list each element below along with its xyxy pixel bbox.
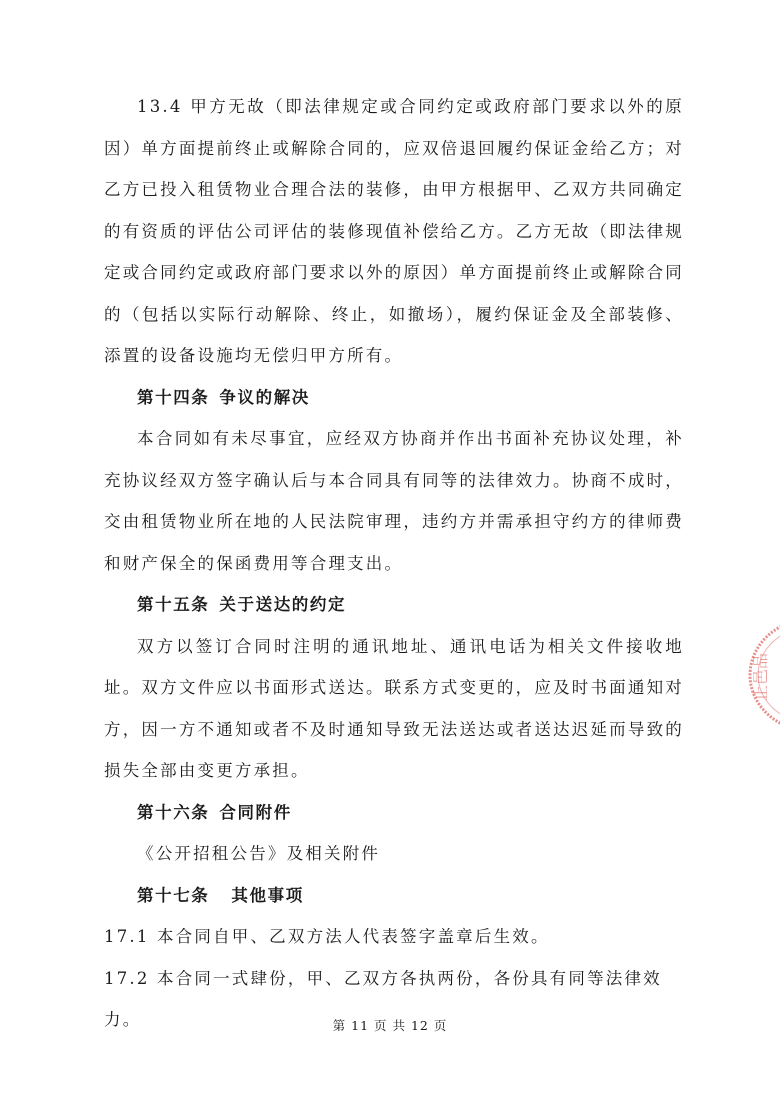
article-15-heading: [104, 584, 684, 626]
clause-13-4: 13.4 甲方无故（即法律规定或合同约定或政府部门要求以外的原因）单方面提前终止或解除合同的，应双倍退回履约保证金给乙方；对乙方已投入租赁物业合理合法的装修，由甲方根据甲、乙双方共同确定的有资质的评估公司评估的装修现值补偿给乙方。乙方无故（即法律规定或合同约定或政府部门要求以外的原因）单方面提前终止或解除合同的（包括以实际行动解除、终止，如撤场），履约保证金及全部装修、添置的设备设施均无偿归甲方所有。: [104, 97, 684, 365]
article-15-body: 双方以签订合同时注明的通讯地址、通讯电话为相关文件接收地址。双方文件应以书面形式送达。联系方式变更的，应及时书面通知对方，因一方不通知或者不及时通知导致无法送达或者送达迟延而导致的损失全部由变更方承担。: [104, 636, 684, 780]
article-17-heading: [104, 875, 684, 917]
clause-17-1: 17.1 本合同自甲、乙双方法人代表签字盖章后生效。: [104, 927, 550, 946]
clause-17-2: 17.2 本合同一式肆份，甲、乙双方各执两份，各份具有同等法律效力。: [104, 968, 662, 1029]
article-14-number: 第十四条: [137, 387, 210, 407]
page-footer: 第 11 页 共 12 页: [332, 1018, 448, 1033]
partial-seal-stamp: [732, 615, 780, 733]
article-16-number: 第十六条: [137, 802, 210, 822]
contract-body: [104, 86, 684, 1041]
article-14-heading: [104, 377, 684, 419]
article-14-body: 本合同如有未尽事宜，应经双方协商并作出书面补充协议处理，补充协议经双方签字确认后与本合同具有同等的法律效力。协商不成时，交由租赁物业所在地的人民法院审理，违约方并需承担守约方的律师费和财产保全的保函费用等合理支出。: [104, 429, 684, 573]
article-15-title: 关于送达的约定: [219, 595, 347, 614]
svg-text:止邑品: 止邑品: [751, 652, 770, 702]
article-17-title: 其他事项: [231, 885, 304, 905]
article-16-heading: [104, 792, 684, 834]
article-15-number: 第十五条: [137, 595, 210, 614]
article-16-title: 合同附件: [219, 802, 292, 822]
article-17-number: 第十七条: [137, 885, 210, 905]
article-14-title: 争议的解决: [219, 387, 310, 407]
article-16-body: 《公开招租公告》及相关附件: [137, 844, 381, 863]
